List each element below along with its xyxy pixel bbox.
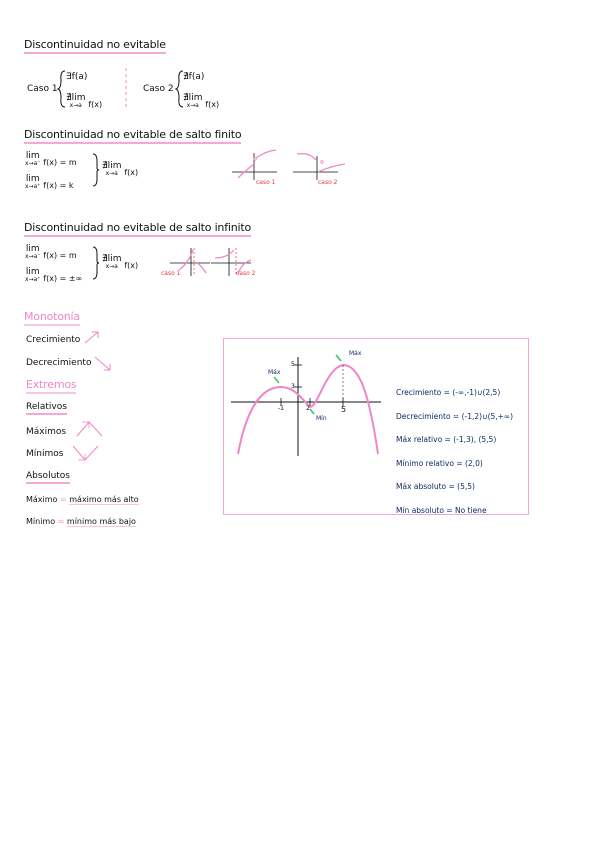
graph-tick-x5: 5 [341, 405, 347, 414]
info-min-relativo: Mínimo relativo = (2,0) [396, 458, 483, 468]
arrow-up-right-crecimiento [84, 330, 100, 344]
caso2-not-exists-fa: ∄f(a) [183, 72, 205, 82]
graph-label-max-2: Máx [349, 350, 362, 357]
info-min-absoluto: Mín absoluto = No tiene [396, 505, 487, 515]
graph-finito-caso2-label: caso 2 [318, 179, 338, 186]
info-crecimiento: Crecimiento = (-∞,-1)∪(2,5) [396, 388, 501, 397]
info-max-relativo: Máx relativo = (-1,3), (5,5) [396, 435, 497, 444]
caso1-exists-fa: ∃f(a) [66, 72, 88, 82]
brace-infinito [93, 246, 99, 280]
caso1-no-limit: ∄lim x→a f(x) [66, 93, 103, 109]
right-limit-infinito: lim x→a⁺ f(x) = ±∞ [25, 267, 83, 283]
max-absoluto-definition: Máximo = máximo más alto [26, 495, 139, 504]
heading-absolutos: Absolutos [26, 471, 70, 484]
label-decrecimiento: Decrecimiento [26, 358, 92, 368]
caso2-no-limit: ∄lim x→a f(x) [183, 93, 220, 109]
label-crecimiento: Crecimiento [26, 335, 81, 345]
heading-monotonia: Monotonía [24, 310, 80, 326]
graph-label-max-1: Máx [268, 369, 281, 376]
label-maximos: Máximos [26, 427, 67, 437]
graph-infinito-caso1-label: caso 1 [161, 270, 181, 277]
label-minimos: Mínimos [26, 449, 64, 459]
left-limit-finito: lim x→a⁻ f(x) = m [25, 151, 77, 167]
brace-finito [93, 153, 99, 187]
graph-tick-y3: 3 [291, 383, 295, 390]
info-decrecimiento: Decrecimiento = (-1,2)∪(5,+∞) [396, 411, 514, 421]
left-limit-infinito: lim x→a⁻ f(x) = m [25, 244, 77, 260]
graph-infinito-caso2-label: caso 2 [236, 270, 256, 277]
graph-finito-caso1-label: caso 1 [256, 179, 276, 186]
graph-tick-y5: 5 [291, 361, 295, 368]
caso1-label: Caso 1 [27, 84, 58, 94]
section-title-salto-finito: Discontinuidad no evitable de salto finito [24, 128, 241, 144]
section-title-discontinuidad-no-evitable: Discontinuidad no evitable [24, 38, 166, 54]
section-title-salto-infinito: Discontinuidad no evitable de salto infinito [24, 221, 251, 237]
brace-caso1 [58, 70, 66, 108]
no-limit-finito: ∄lim x→a f(x) [102, 161, 139, 177]
arrow-down-right-decrecimiento [94, 356, 112, 372]
right-limit-finito: lim x→a⁺ f(x) = k [25, 174, 74, 190]
dashed-divider [125, 68, 127, 110]
min-absoluto-definition: Mínimo = mínimo más bajo [26, 517, 136, 526]
info-max-absoluto: Máx absoluto = (5,5) [396, 482, 475, 491]
graph-tick-x2: 2 [306, 405, 310, 412]
graph-tick-x-minus1: -1 [278, 405, 284, 412]
icon-maximo-peak [76, 420, 104, 438]
graph-label-min: Mín [316, 415, 327, 422]
icon-minimo-valley [72, 444, 100, 462]
heading-extremos: Extremos [26, 378, 76, 394]
caso2-label: Caso 2 [143, 84, 174, 94]
graph-finito-caso1 [232, 148, 287, 183]
no-limit-infinito: ∄lim x→a f(x) [102, 254, 139, 270]
graph-finito-caso2 [293, 148, 348, 183]
heading-relativos: Relativos [26, 402, 67, 415]
example-info-list [396, 381, 513, 522]
